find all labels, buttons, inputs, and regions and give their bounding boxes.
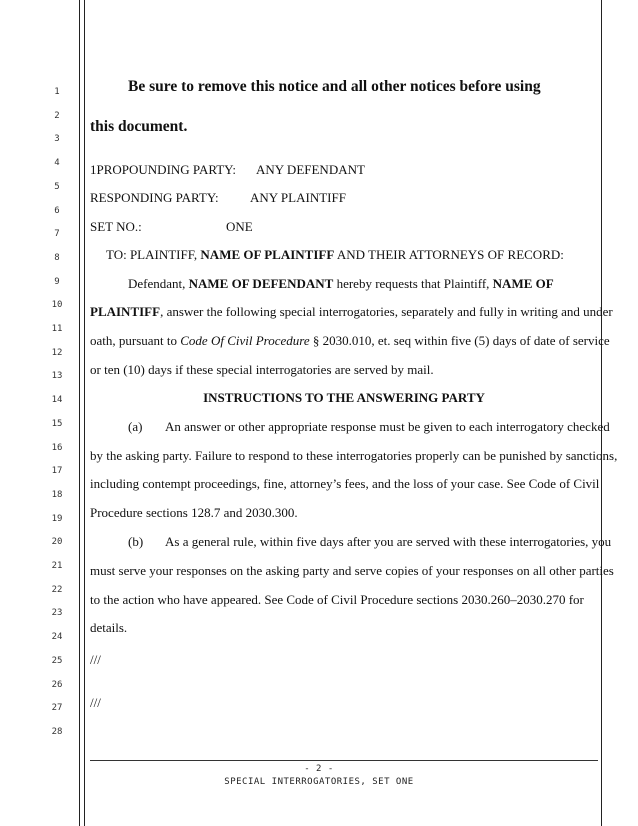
line-number: 6	[54, 205, 60, 216]
notice-text-2: this document.	[90, 118, 188, 135]
to-prefix: TO: PLAINTIFF,	[106, 247, 198, 262]
line-number: 2	[54, 110, 60, 121]
footer-rule	[90, 760, 598, 761]
footer-document-title: SPECIAL INTERROGATORIES, SET ONE	[224, 777, 414, 787]
responding-value: ANY PLAINTIFF	[250, 190, 346, 205]
notice-line-1	[128, 78, 598, 96]
line-number: 14	[51, 395, 63, 406]
instructions-title: INSTRUCTIONS TO THE ANSWERING PARTY	[203, 390, 485, 405]
left-margin-rule-inner	[84, 0, 85, 826]
code-citation: Code Of Civil Procedure	[180, 333, 310, 348]
right-margin-rule	[601, 0, 602, 826]
line-number: 20	[51, 537, 63, 548]
line-number: 27	[51, 703, 63, 714]
line-number: 24	[51, 632, 63, 643]
line-number: 28	[51, 726, 63, 737]
instruction-text: details.	[90, 620, 128, 635]
instruction-a-line-4	[90, 505, 598, 521]
request-line-4	[90, 362, 598, 378]
defendant-name: NAME OF DEFENDANT	[188, 276, 334, 291]
line-number: 13	[51, 371, 63, 382]
line-number: 4	[54, 158, 60, 169]
request-line-3	[90, 333, 610, 349]
instruction-a-label: (a)	[128, 419, 143, 434]
request-line-1	[128, 276, 598, 292]
instruction-text: As a general rule, within five days after you are served with these interrogatories, you	[165, 534, 612, 549]
propounding-label: 1PROPOUNDING PARTY:	[90, 162, 236, 177]
line-number: 19	[51, 513, 63, 524]
instruction-text: Procedure sections 128.7 and 2030.300.	[90, 505, 298, 520]
plaintiff-name-end: PLAINTIFF	[90, 304, 161, 319]
responding-label: RESPONDING PARTY:	[90, 190, 219, 205]
instruction-text: An answer or other appropriate response must be given to each interrogatory checked	[165, 419, 610, 434]
line-number: 22	[51, 584, 63, 595]
instruction-text: by the asking party. Failure to respond to these interrogatories properly can be punished by sanctions,	[90, 448, 618, 463]
line-number: 12	[51, 347, 63, 358]
request-text: oath, pursuant to	[90, 333, 178, 348]
propounding-value: ANY DEFENDANT	[256, 162, 365, 177]
set-no-label: SET NO.:	[90, 219, 142, 234]
line-number: 26	[51, 679, 63, 690]
instruction-b-line-4	[90, 620, 598, 636]
to-line	[106, 247, 598, 263]
responding-party-row	[90, 190, 598, 206]
line-number: 25	[51, 655, 63, 666]
left-margin-rule	[79, 0, 80, 826]
instruction-a-line-1	[128, 419, 610, 435]
line-number: 9	[54, 276, 60, 287]
line-number: 8	[54, 252, 60, 263]
instruction-b-line-1	[128, 534, 612, 550]
notice-line-2	[90, 118, 598, 136]
slash-text: ///	[90, 652, 101, 667]
request-text: Defendant,	[128, 276, 186, 291]
request-text: hereby requests that Plaintiff,	[336, 276, 490, 291]
line-number: 16	[51, 442, 63, 453]
line-number: 10	[51, 300, 63, 311]
instruction-text: including contempt proceedings, fine, attorney’s fees, and the loss of your case. See Code of Civil	[90, 476, 600, 491]
footer-title	[0, 777, 638, 787]
line-number: 7	[54, 229, 60, 240]
instruction-b-line-2	[90, 563, 614, 579]
set-no-value: ONE	[226, 219, 253, 234]
line-number: 15	[51, 418, 63, 429]
set-no-row	[90, 219, 598, 235]
line-number: 18	[51, 489, 63, 500]
instruction-a-line-3	[90, 476, 598, 492]
to-suffix: AND THEIR ATTORNEYS OF RECORD:	[336, 247, 564, 262]
request-text: , answer the following special interrogatories, separately and fully in writing and under	[160, 304, 613, 319]
line-number: 5	[54, 181, 60, 192]
request-line-2	[90, 304, 613, 320]
line-number: 3	[54, 134, 60, 145]
notice-text-1: Be sure to remove this notice and all other notices before using	[128, 78, 541, 95]
instruction-text: must serve your responses on the asking party and serve copies of your responses on all other parties	[90, 563, 614, 578]
line-number: 23	[51, 608, 63, 619]
line-number: 1	[54, 87, 60, 97]
request-text: § 2030.010, et. seq within five (5) days of date of service	[312, 333, 610, 348]
plaintiff-name-start: NAME OF	[492, 276, 554, 291]
line-number: 21	[51, 561, 63, 571]
slash-marker-1	[90, 652, 598, 668]
slash-text: ///	[90, 695, 101, 710]
request-text: or ten (10) days if these special interrogatories are served by mail.	[90, 362, 434, 377]
instruction-a-line-2	[90, 448, 618, 464]
instruction-text: to the action who have appeared. See Code of Civil Procedure sections 2030.260–2030.270 for	[90, 592, 584, 607]
line-number: 11	[51, 324, 63, 334]
line-number: 17	[51, 466, 63, 477]
slash-marker-2	[90, 695, 598, 711]
page-number: - 2 -	[304, 764, 334, 774]
to-plaintiff-name: NAME OF PLAINTIFF	[200, 247, 335, 262]
footer-page-number	[0, 764, 638, 774]
propounding-party-row	[90, 162, 598, 178]
instruction-b-label: (b)	[128, 534, 144, 549]
instruction-b-line-3	[90, 592, 598, 608]
instructions-heading	[90, 390, 598, 406]
